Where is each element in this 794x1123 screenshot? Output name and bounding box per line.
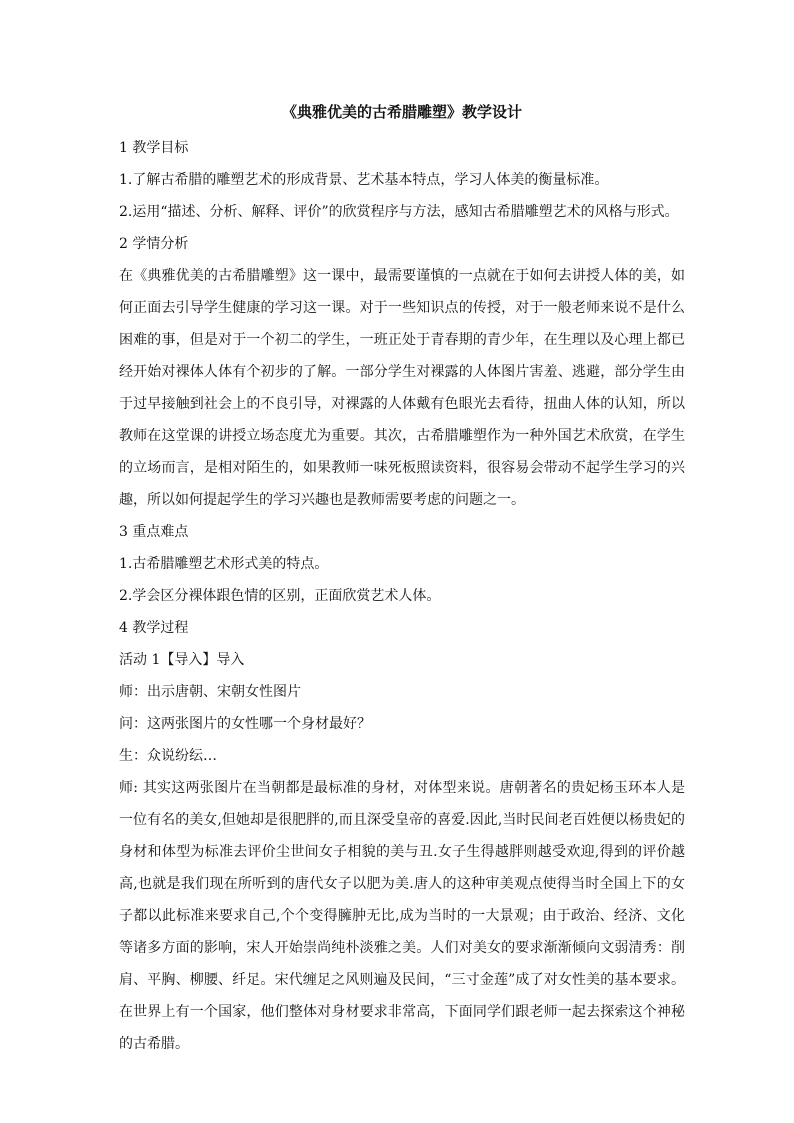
key-point-item-2: 2.学会区分裸体跟色情的区别，正面欣赏艺术人体。 bbox=[119, 588, 441, 604]
document-body bbox=[119, 100, 685, 1060]
learner-analysis-paragraph: 在《典雅优美的古希腊雕塑》这一课中，最需要谨慎的一点就在于如何去讲授人体的美，如何正面去引导学生健康的学习这一课。对于一些知识点的传授，对于一般老师来说不是什么困难的事，但是对于一个初二的学生，一班正处于青春期的青少年，在生理以及心理上都已经开始对裸体人体有个初步的了解。一部分学生对裸露的人体图片害羞、逃避，部分学生由于过早接触到社会上的不良引导，对裸露的人体戴有色眼光去看待，扭曲人体的认知，所以教师在这堂课的讲授立场态度尤为重要。其次，古希腊雕塑作为一种外国艺术欣赏，在学生的立场而言，是相对陌生的，如果教师一味死板照读资料，很容易会带动不起学生学习的兴趣，所以如何提起学生的学习兴趣也是教师需要考虑的问题之一。 bbox=[119, 268, 685, 508]
section-heading-learner-analysis: 2 学情分析 bbox=[119, 236, 189, 252]
section-heading-teaching-process: 4 教学过程 bbox=[119, 620, 189, 636]
key-point-item-1: 1.古希腊雕塑艺术形式美的特点。 bbox=[119, 556, 329, 572]
teacher-show-line: 师：出示唐朝、宋朝女性图片 bbox=[119, 684, 301, 700]
activity-heading: 活动 1【导入】导入 bbox=[119, 652, 245, 668]
document-title: 《典雅优美的古希腊雕塑》教学设计 bbox=[281, 103, 522, 121]
teacher-explanation-paragraph: 师: 其实这两张图片在当朝都是最标准的身材，对体型来说。唐朝著名的贵妃杨玉环本人是一位有名的美女,但她却是很肥胖的,而且深受皇帝的喜爱.因此,当时民间老百姓便以杨贵妃的身材和体型为标准去评价尘世间女子相貌的美与丑.女子生得越胖则越受欢迎,得到的评价越高,也就是我们现在所听到的唐代女子以肥为美.唐人的这种审美观点使得当时全国上下的女子都以此标准来要求自己,个个变得臃肿无比,成为当时的一大景观；由于政治、经济、文化等诸多方面的影响，宋人开始崇尚纯朴淡雅之美。人们对美女的要求渐渐倾向文弱清秀：削肩、平胸、柳腰、纤足。宋代缠足之风则遍及民间，“三寸金莲”成了对女性美的基本要求。在世界上有一个国家，他们整体对身材要求非常高，下面同学们跟老师一起去探索这个神秘的古希腊。 bbox=[119, 780, 685, 1052]
question-line: 问：这两张图片的女性哪一个身材最好？ bbox=[119, 716, 371, 732]
section-heading-key-points: 3 重点难点 bbox=[119, 524, 189, 540]
section-heading-teaching-goals: 1 教学目标 bbox=[119, 140, 189, 156]
student-answer-line: 生：众说纷纭… bbox=[119, 748, 217, 764]
teaching-goal-item-2: 2.运用“描述、分析、解释、评价”的欣赏程序与方法，感知古希腊雕塑艺术的风格与形式。 bbox=[119, 204, 679, 220]
teaching-goal-item-1: 1.了解古希腊的雕塑艺术的形成背景、艺术基本特点，学习人体美的衡量标准。 bbox=[119, 172, 609, 188]
